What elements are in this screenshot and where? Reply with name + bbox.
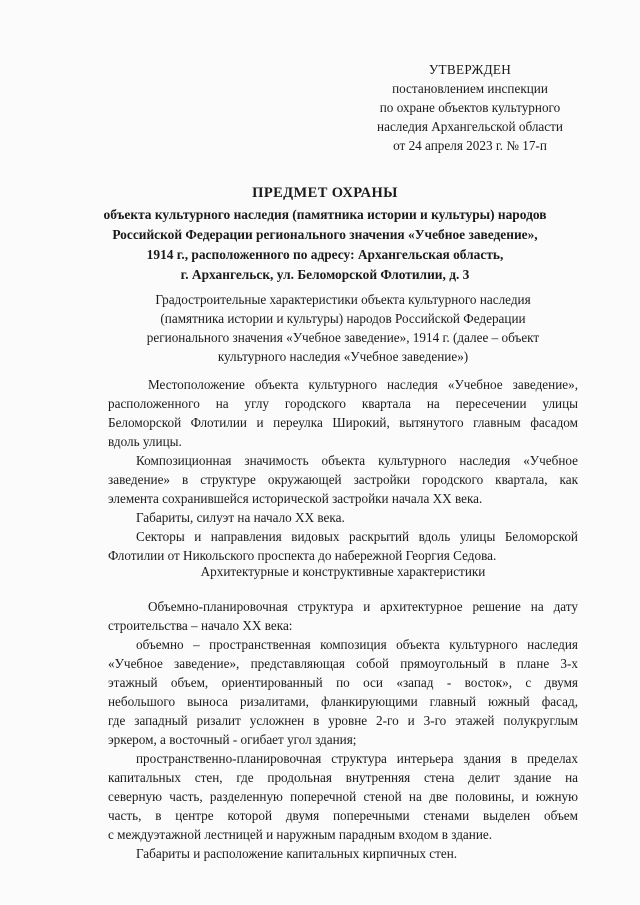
paragraph-line: Беломорской Флотилии и переулка Широкий, вытянутого главным фасадом <box>108 415 578 430</box>
document-title: ПРЕДМЕТ ОХРАНЫ <box>252 185 398 201</box>
subtitle-line: (памятника истории и культуры) народов Российской Федерации <box>160 311 526 326</box>
paragraph <box>108 597 578 635</box>
title-line: г. Архангельск, ул. Беломорской Флотилии, д. 3 <box>180 267 470 282</box>
paragraph <box>108 527 578 565</box>
paragraph-line: капитальных стен, где продольная внутренняя стена делит здание на <box>108 770 578 785</box>
subtitle-line: Градостроительные характеристики объекта культурного наследия <box>155 292 531 307</box>
section-2-body <box>108 597 578 863</box>
paragraph <box>108 508 578 527</box>
approval-date-line: от 24 апреля 2023 г. № 17-п <box>393 138 547 153</box>
paragraph-line: Объемно-планировочная структура и архитектурное решение на дату <box>148 599 578 614</box>
section-2-heading: Архитектурные и конструктивные характеристики <box>200 564 486 579</box>
title-line: 1914 г., расположенного по адресу: Архангельская область, <box>146 247 504 262</box>
section-subtitle <box>108 290 578 366</box>
paragraph <box>108 635 578 749</box>
paragraph <box>108 375 578 451</box>
paragraph-line: где западный ризалит усложнен в уровне 2-го и 3-го этажей полукруглым <box>108 713 578 728</box>
paragraph-line: Композиционная значимость объекта культурного наследия «Учебное <box>136 453 578 468</box>
subtitle-line: регионального значения «Учебное заведение», 1914 г. (далее – объект <box>146 330 540 345</box>
paragraph-line: эркером, а восточный - огибает угол здания; <box>108 732 357 747</box>
paragraph-line: Секторы и направления видовых раскрытий вдоль улицы Беломорской <box>136 529 578 544</box>
paragraph-line: Габариты, силуэт на начало XX века. <box>136 510 345 525</box>
paragraph-line: строительства – начало XX века: <box>108 618 293 633</box>
paragraph-line: вдоль улицы. <box>108 434 182 449</box>
approval-block <box>355 60 585 155</box>
paragraph-line: Флотилии от Никольского проспекта до набережной Георгия Седова. <box>108 548 497 563</box>
document-title-block <box>100 183 550 285</box>
paragraph <box>108 451 578 508</box>
paragraph-line: небольшого выноса ризалитами, фланкирующими главный южный фасад, <box>108 694 578 709</box>
subtitle-line: культурного наследия «Учебное заведение») <box>217 349 469 364</box>
approval-line: по охране объектов культурного <box>379 100 561 115</box>
paragraph-line: пространственно-планировочная структура интерьера здания в пределах <box>136 751 578 766</box>
approval-heading: УТВЕРЖДЕН <box>428 62 512 77</box>
section-1-body <box>108 375 578 565</box>
title-line: Российской Федерации регионального значения «Учебное заведение», <box>112 227 538 242</box>
paragraph-line: элемента сохранившейся исторической застройки начала XX века. <box>108 491 483 506</box>
title-line: объекта культурного наследия (памятника истории и культуры) народов <box>103 207 547 222</box>
paragraph-line: часть, в центре которой двумя поперечными стенами выделен объем <box>108 808 578 823</box>
paragraph-line: этажный объем, ориентированный по оси «запад - восток», с двумя <box>108 675 578 690</box>
paragraph-line: с междуэтажной лестницей и наружным парадным входом в здание. <box>108 827 493 842</box>
paragraph-line: заведение» в структуре окружающей застройки городского квартала, как <box>108 472 578 487</box>
paragraph-line: расположенного на углу городского квартала на пересечении улицы <box>108 396 578 411</box>
approval-line: наследия Архангельской области <box>377 119 563 134</box>
paragraph-line: Местоположение объекта культурного наследия «Учебное заведение», <box>148 377 578 392</box>
paragraph-line: объемно – пространственная композиция объекта культурного наследия <box>136 637 578 652</box>
paragraph-line: Габариты и расположение капитальных кирпичных стен. <box>136 846 458 861</box>
paragraph <box>108 844 578 863</box>
paragraph-line: северную часть, разделенную поперечной стеной на две половины, и южную <box>108 789 578 804</box>
approval-line: постановлением инспекции <box>392 81 548 96</box>
paragraph-line: «Учебное заведение», представляющая собой прямоугольный в плане 3-х <box>108 656 578 671</box>
paragraph <box>108 749 578 844</box>
